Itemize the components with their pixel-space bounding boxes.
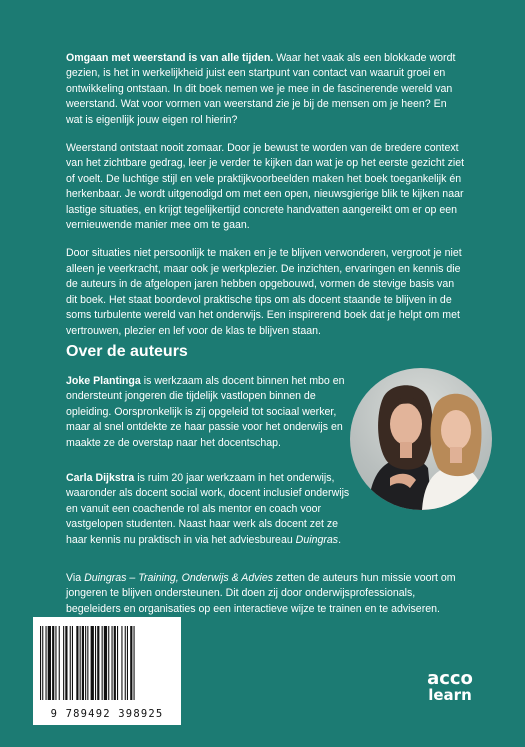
barcode-bar (114, 626, 116, 700)
author-text-joke: is werkzaam als docent binnen het mbo en ondersteunt jongeren die tijdelijk vastlopen binnen de opleiding. Oorspronkelijk is zij opgeleid tot sociaal werker, maar al snel ontdekte ze haar passie voor het onderwijs en maakte ze de overstap naar het docentschap. (66, 375, 345, 449)
barcode-bar (42, 626, 43, 700)
barcode-bar (65, 626, 67, 700)
author-name-carla: Carla Dijkstra (66, 472, 135, 484)
barcode-bar (70, 626, 71, 700)
blurb-p1-text: Waar het vaak als een blokkade wordt gezien, is het in werkelijkheid juist een startpunt van contact van waaruit groei en ontwikkeling ontstaan. In dit boek nemen we je mee in de fascinerende wereld van weerstand. Wat voor vormen van weerstand zie je bij de mensen om je heen? En wat is eigenlijk jouw eigen rol hierin? (66, 52, 456, 126)
barcode-bar (95, 626, 96, 700)
barcode-bar (72, 626, 73, 700)
barcode-bar (46, 626, 47, 700)
barcode-bar (104, 626, 107, 700)
via-company: Duingras – Training, Onderwijs & Advies (84, 572, 274, 584)
authors-heading: Over de auteurs (66, 343, 188, 360)
barcode-bar (97, 626, 99, 700)
blurb-paragraph-1 (66, 51, 466, 128)
barcode-bar (134, 626, 135, 700)
author-text-carla-a: is ruim 20 jaar werkzaam in het onderwijs, waaronder als docent social work, docent inclusief onderwijs en vanuit een coachende rol als mentor en coach voor vastgelopen studenten. Naast haar werk als docent zet ze haar kennis nu praktisch in via het adviesbureau (66, 472, 350, 546)
barcode-bar (76, 626, 78, 700)
barcode-bar (102, 626, 103, 700)
via-prefix: Via (66, 572, 85, 584)
barcode-bar (125, 626, 126, 700)
authors-photo (350, 368, 492, 510)
author-text-carla-b: . (338, 533, 342, 546)
barcode-bar (40, 626, 41, 700)
author-bio-carla (66, 471, 358, 548)
barcode-bar (127, 626, 128, 700)
barcode-bar (48, 626, 51, 700)
isbn-number: 9 789492 398925 (50, 708, 164, 720)
authors-photo-illustration (350, 368, 492, 510)
barcode-bar (80, 626, 81, 700)
blurb-lead: Omgaan met weerstand is van alle tijden. (66, 52, 274, 64)
barcode-bar (82, 626, 84, 700)
barcode-bar (117, 626, 118, 700)
isbn-barcode (33, 617, 181, 725)
barcode-bar (63, 626, 64, 700)
barcode-bar (130, 626, 132, 700)
logo-line-1: acco (427, 668, 473, 689)
barcode-bar (108, 626, 109, 700)
barcode-bar (55, 626, 56, 700)
publisher-logo (418, 670, 482, 704)
barcode-bar (85, 626, 86, 700)
barcode-bar (112, 626, 113, 700)
author-name-joke: Joke Plantinga (66, 375, 141, 387)
barcode-bar (121, 626, 122, 700)
barcode-bar (59, 626, 60, 700)
author-bio-joke (66, 374, 358, 451)
via-text: zetten de auteurs hun missie voort om jongeren te blijven ondersteunen. Dit doen zij door onderwijsprofessionals, begeleiders en organisaties op een interactieve wijze te trainen en te adviseren. (66, 572, 456, 615)
logo-line-2: learn (428, 686, 472, 704)
blurb (66, 51, 466, 352)
blurb-paragraph-3: Door situaties niet persoonlijk te maken en je te blijven verwonderen, vergroot je niet alleen je veerkracht, maar ook je werkplezier. De inzichten, ervaringen en kennis die de auteurs in de afgelopen jaren hebben opgebouwd, vormen de stevige basis van dit boek. Het staat boordevol praktische tips om als docent staande te blijven in de soms turbulente wereld van het onderwijs. Een inspirerend boek dat je helpt om met vertrouwen, plezier en lef voor de klas te blijven staan. (66, 247, 462, 337)
barcode-bar (91, 626, 94, 700)
barcode-bar (87, 626, 88, 700)
barcode-bars (40, 626, 174, 700)
via-paragraph (66, 571, 466, 617)
company-name: Duingras (295, 533, 339, 546)
blurb-paragraph-2: Weerstand ontstaat nooit zomaar. Door je bewust te worden van de bredere context van het zichtbare gedrag, leer je verder te kijken dan wat je op het eerste gezicht ziet of voelt. De luchtige stijl en vele praktijkvoorbeelden maken het boek toegankelijk én herkenbaar. Je wordt uitgenodigd om met een open, nieuwsgierige blik te kijken naar lastige situaties, en krijgt tegelijkertijd concrete handvatten aangereikt om er op een vernieuwende manier mee om te gaan. (66, 142, 465, 232)
barcode-bar (52, 626, 54, 700)
